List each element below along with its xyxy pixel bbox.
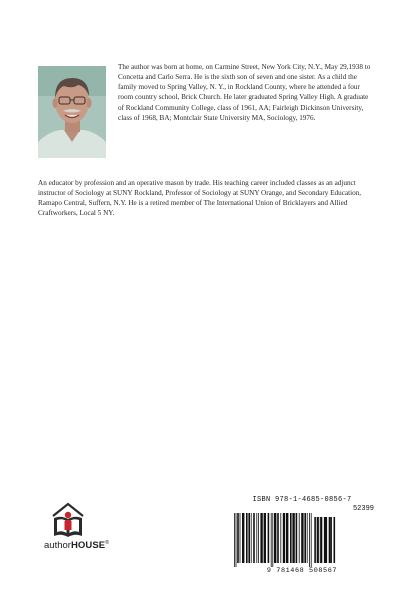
barcode-bar	[301, 513, 303, 563]
barcode-bar	[283, 513, 285, 563]
barcode-bar	[274, 513, 276, 563]
barcode-bar	[256, 513, 257, 563]
registered-mark: ®	[105, 540, 109, 546]
barcode-bar	[272, 513, 273, 567]
barcode-bar	[268, 513, 270, 563]
authorhouse-book-person-icon	[51, 500, 85, 540]
barcode-bar	[280, 513, 281, 563]
barcode-bar	[334, 517, 336, 563]
publisher-name-prefix: author	[44, 540, 71, 551]
barcode-bar	[307, 513, 308, 563]
barcode-bar	[330, 517, 332, 563]
barcode-bar	[237, 513, 239, 563]
barcode-bar	[240, 513, 241, 563]
barcode-bar	[246, 513, 248, 563]
author-photo	[38, 66, 106, 158]
barcode-bar	[309, 513, 310, 567]
barcode-bar	[290, 513, 292, 563]
ean-digits: 9 781468 508567	[266, 567, 338, 575]
publisher-name-suffix: HOUSE	[70, 540, 106, 551]
barcode-bar	[260, 513, 262, 563]
barcode-bar	[311, 513, 312, 567]
author-bio-paragraph-2: An educator by profession and an operative mason by trade. His teaching career included classes as an adjunct instructor of Sociology at SUNY Rockland, Professor of Sociology at SUNY Orange, and Secondary Education, Ramapo Central, Suffern, N.Y. He is a retired member of The International Union of Bricklayers and Allied Craftworkers, Local 5 NY.	[38, 179, 362, 218]
barcode-bar	[296, 513, 298, 563]
barcode-bar	[251, 513, 252, 563]
publisher-logo	[44, 500, 124, 560]
barcode-bar	[264, 513, 266, 563]
barcode-bar	[326, 517, 328, 563]
barcode-bar	[271, 513, 272, 567]
barcode-bar	[329, 517, 331, 563]
barcode-bar	[317, 517, 319, 563]
barcode-bar	[253, 513, 255, 563]
price-code: 52399	[352, 505, 374, 513]
barcode-bar	[242, 513, 244, 563]
barcode-bars	[230, 513, 374, 567]
barcode-bar	[286, 513, 288, 563]
barcode-bar	[234, 513, 235, 567]
barcode-bar	[324, 517, 326, 563]
author-portrait-image	[38, 66, 106, 158]
isbn-label: ISBN 978-1-4685-0856-7	[252, 496, 352, 504]
barcode-bar	[299, 513, 300, 563]
isbn-barcode-block	[228, 496, 376, 578]
barcode-bar	[277, 513, 279, 563]
barcode-bar	[321, 517, 323, 563]
barcode-bar	[248, 513, 250, 563]
barcode-bar	[292, 513, 294, 563]
barcode-bar	[258, 513, 259, 563]
barcode-bar	[318, 517, 319, 563]
author-bio-paragraph-1: The author was born at home, on Carmine Street, New York City, N.Y., May 29,1938 to Concetta and Carlo Serra. He is the sixth son of seven and one sister. As a child the family moved to Spring Valley, N. Y., in Rockland County, where he attended a four room country school, Brick Church. He later graduated Spring Valley High. A graduate of Rockland Community College, class of 1961, AA; Fairleigh Dickinson University, class of 1968, BA; Montclair State University MA, Sociology, 1976.	[118, 63, 371, 122]
barcode-bar	[236, 513, 237, 567]
publisher-name	[44, 540, 109, 551]
barcode-bar	[314, 517, 316, 563]
barcode-bar	[304, 513, 306, 563]
barcode-bar	[320, 517, 321, 563]
